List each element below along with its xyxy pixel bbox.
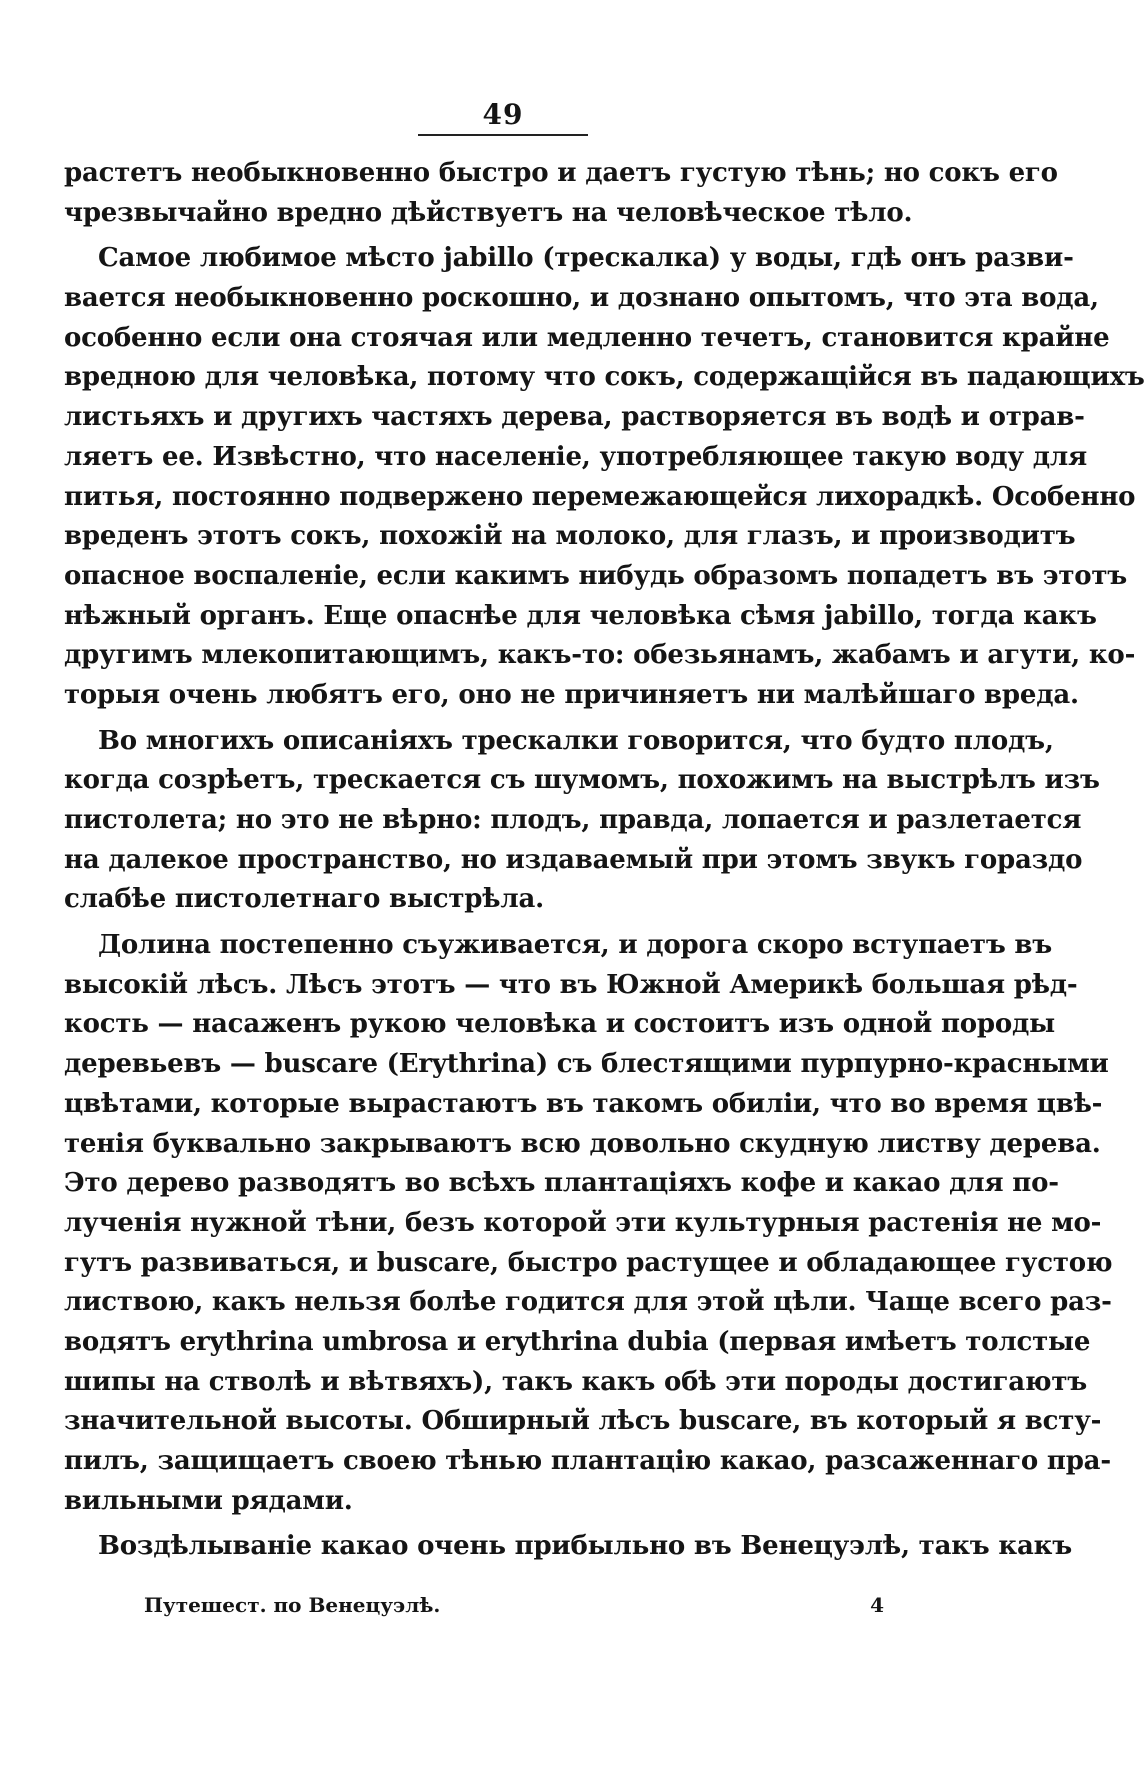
text-line: цвѣтами, которые вырастаютъ въ такомъ обиліи, что во время цвѣ- [64, 1088, 1103, 1119]
text-line: листьяхъ и другихъ частяхъ дерева, растворяется въ водѣ и отрав- [64, 402, 1085, 433]
signature-line: Путешест. по Венецуэлѣ. [144, 1593, 441, 1617]
text-line: вредною для человѣка, потому что сокъ, содержащійся въ падающихъ [64, 362, 1145, 393]
text-line: особенно если она стоячая или медленно течетъ, становится крайне [64, 322, 1110, 353]
text-line: торыя очень любятъ его, оно не причиняетъ ни малѣйшаго вреда. [64, 679, 1079, 710]
text-line: деревьевъ — buscare (Erythrina) съ блестящими пурпурно-красными [64, 1049, 1109, 1080]
text-line: вильными рядами. [64, 1485, 353, 1516]
text-line: лученія нужной тѣни, безъ которой эти культурныя растенія не мо- [64, 1207, 1102, 1238]
text-line: ляетъ ее. Извѣстно, что населеніе, употребляющее такую воду для [64, 441, 1087, 472]
text-line: опасное воспаленіе, если какимъ нибудь образомъ попадетъ въ этотъ [64, 560, 1128, 591]
text-line: кость — насаженъ рукою человѣка и состоитъ изъ одной породы [64, 1009, 1056, 1040]
text-line: на далекое пространство, но издаваемый при этомъ звукъ гораздо [64, 844, 1083, 875]
sheet-mark: 4 [870, 1593, 884, 1617]
text-line: Это дерево разводятъ во всѣхъ плантаціяхъ кофе и какао для по- [64, 1168, 1059, 1199]
text-line: другимъ млекопитающимъ, какъ-то: обезьянамъ, жабамъ и агути, ко- [64, 640, 1136, 671]
text-line: тенія буквально закрываютъ всю довольно скудную листву дерева. [64, 1128, 1101, 1159]
text-line: гутъ развиваться, и buscare, быстро растущее и обладающее густою [64, 1247, 1113, 1278]
text-line: чрезвычайно вредно дѣйствуетъ на человѣческое тѣло. [64, 197, 913, 228]
page-number: 49 [418, 96, 588, 136]
text-line: Долина постепенно съуживается, и дорога скоро вступаетъ въ [98, 930, 1053, 961]
text-line: пилъ, защищаетъ своею тѣнью плантацію какао, разсаженнаго пра- [64, 1446, 1111, 1476]
text-line: высокій лѣсъ. Лѣсъ этотъ — что въ Южной Америкѣ большая рѣд- [64, 969, 1078, 1000]
text-line: водятъ erythrina umbrosa и erythrina dubia (первая имѣетъ толстые [64, 1326, 1091, 1357]
page-body [64, 154, 1145, 1567]
text-line: значительной высоты. Обширный лѣсъ buscare, въ который я всту- [64, 1406, 1102, 1437]
text-line: нѣжный органъ. Еще опаснѣе для человѣка сѣмя jabillo, тогда какъ [64, 600, 1097, 631]
text-line: растетъ необыкновенно быстро и даетъ густую тѣнь; но сокъ его [64, 158, 1058, 188]
text-line: вается необыкновенно роскошно, и дознано опытомъ, что эта вода, [64, 283, 1099, 314]
text-line: Воздѣлываніе какао очень прибыльно въ Венецуэлѣ, такъ какъ [98, 1531, 1072, 1562]
text-line: листвою, какъ нельзя болѣе годится для этой цѣли. Чаще всего раз- [64, 1287, 1112, 1318]
text-line: пистолета; но это не вѣрно: плодъ, правда, лопается и разлетается [64, 805, 1082, 835]
text-line: вреденъ этотъ сокъ, похожій на молоко, для глазъ, и производитъ [64, 521, 1076, 552]
text-line: Самое любимое мѣсто jabillo (трескалка) у воды, гдѣ онъ разви- [98, 243, 1074, 274]
text-line: слабѣе пистолетнаго выстрѣла. [64, 884, 544, 915]
text-line: Во многихъ описаніяхъ трескалки говорится, что будто плодъ, [98, 725, 1054, 756]
text-line: питья, постоянно подвержено перемежающейся лихорадкѣ. Особенно [64, 481, 1136, 512]
text-line: шипы на стволѣ и вѣтвяхъ), такъ какъ обѣ эти породы достигаютъ [64, 1366, 1087, 1397]
page-footer [144, 1590, 884, 1620]
text-line: когда созрѣетъ, трескается съ шумомъ, похожимъ на выстрѣлъ изъ [64, 765, 1100, 796]
